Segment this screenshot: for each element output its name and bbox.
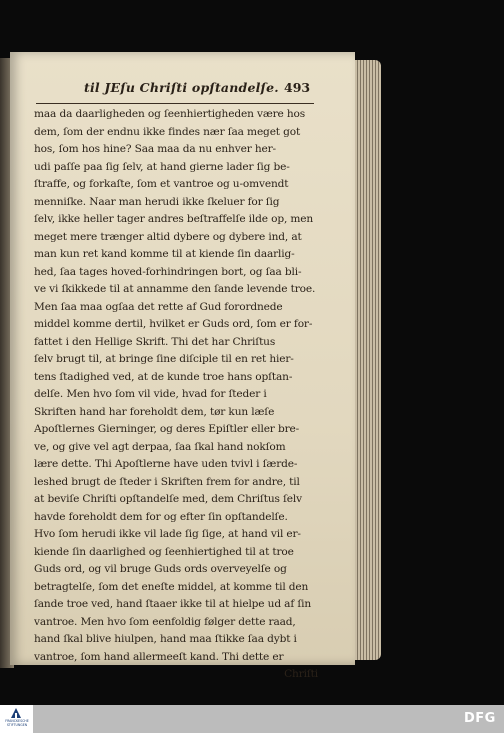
text-line: hos, ſom hos hine? Saa maa da nu enhver her- bbox=[34, 143, 276, 155]
text-line: kiende ſin daarlighed og ſeenhiertighed til at troe bbox=[34, 545, 294, 558]
text-line: Apoſtlernes Gierninger, og deres Epiſtler eller bre- bbox=[34, 423, 300, 435]
text-line: udi paſſe paa ſig ſelv, at hand gierne lader ſig be- bbox=[34, 160, 290, 173]
text-line: ve vi ſkikkede til at annamme den ſande levende troe. bbox=[34, 283, 316, 295]
text-line: Chriſti bbox=[284, 668, 318, 680]
text-line: meget mere trænger altid dybere og dybere ind, at bbox=[34, 230, 302, 243]
text-line: dem, ſom der endnu ikke findes nær ſaa meget got bbox=[34, 125, 301, 138]
running-title: til JEſu Chriſti opſtandelſe. bbox=[84, 80, 279, 95]
text-line: delſe. Men hvo ſom vil vide, hvad for ſteder i bbox=[34, 388, 267, 400]
text-line: ſtraffe, og forkaſte, ſom et vantroe og u-omvendt bbox=[34, 178, 289, 190]
text-line: vantroe. Men hvo ſom eenfoldig følger dette raad, bbox=[34, 615, 296, 628]
text-line: leshed brugt de ſteder i Skriften frem for andre, til bbox=[34, 475, 300, 488]
text-line: ſelv brugt til, at bringe ſine diſciple til en ret hier- bbox=[34, 353, 294, 365]
viewer-footer bbox=[0, 705, 504, 733]
text-line: lære dette. Thi Apoſtlerne have uden tvivl i ſærde- bbox=[34, 458, 298, 470]
text-line: ſande troe ved, hand ſtaaer ikke til at hielpe ud af ſin bbox=[34, 598, 312, 610]
text-line: tens ſtadighed ved, at de kunde troe hans opſtan- bbox=[34, 370, 293, 383]
text-line: hed, ſaa tages hoved-forhindringen bort, og ſaa bli- bbox=[34, 265, 302, 278]
text-line: ve, og give vel agt derpaa, ſaa ſkal hand nokſom bbox=[34, 440, 286, 453]
text-line: middel komme dertil, hvilket er Guds ord, ſom er for- bbox=[34, 318, 313, 330]
text-line: Men ſaa maa ogſaa det rette af Gud forordnede bbox=[34, 300, 283, 313]
text-line: vantroe, ſom hand allermeeſt kand. Thi dette er bbox=[34, 650, 284, 663]
text-line: menniſke. Naar man herudi ikke ſkeluer for ſig bbox=[34, 195, 280, 208]
text-line: ſelv, ikke heller tager andres beſtraffelſe ilde op, men bbox=[34, 213, 314, 225]
text-line: betragtelſe, ſom det eneſte middel, at komme til den bbox=[34, 580, 309, 593]
text-line: havde foreholdt dem for og efter ſin opſtandelſe. bbox=[34, 510, 288, 523]
text-line: at beviſe Chriſti opſtandelſe med, dem Chriſtus ſelv bbox=[34, 493, 302, 505]
text-line: fattet i den Hellige Skrift. Thi det har Chriſtus bbox=[34, 335, 276, 348]
text-line: man kun ret kand komme til at kiende ſin daarlig- bbox=[34, 248, 295, 260]
page-number: 493 bbox=[284, 80, 311, 95]
dfg-logo[interactable]: DFG bbox=[464, 711, 496, 726]
text-line: Skriften hand har foreholdt dem, tør kun læſe bbox=[34, 405, 275, 418]
body-text bbox=[34, 106, 318, 680]
text-line: Guds ord, og vil bruge Guds ords overveyelſe og bbox=[34, 563, 287, 575]
logo-text: FRANCKESCHE STIFTUNGEN bbox=[5, 719, 29, 727]
text-line: Hvo ſom herudi ikke vil lade ſig ſige, at hand vil er- bbox=[34, 528, 301, 540]
header-rule bbox=[36, 103, 314, 104]
page-header bbox=[62, 80, 322, 102]
text-line: maa da daarligheden og ſeenhiertigheden være hos bbox=[34, 108, 306, 120]
francke-foundation-logo-icon bbox=[11, 708, 21, 718]
text-line: hand ſkal blive hiulpen, hand maa ſtikke ſaa dybt i bbox=[34, 633, 297, 645]
